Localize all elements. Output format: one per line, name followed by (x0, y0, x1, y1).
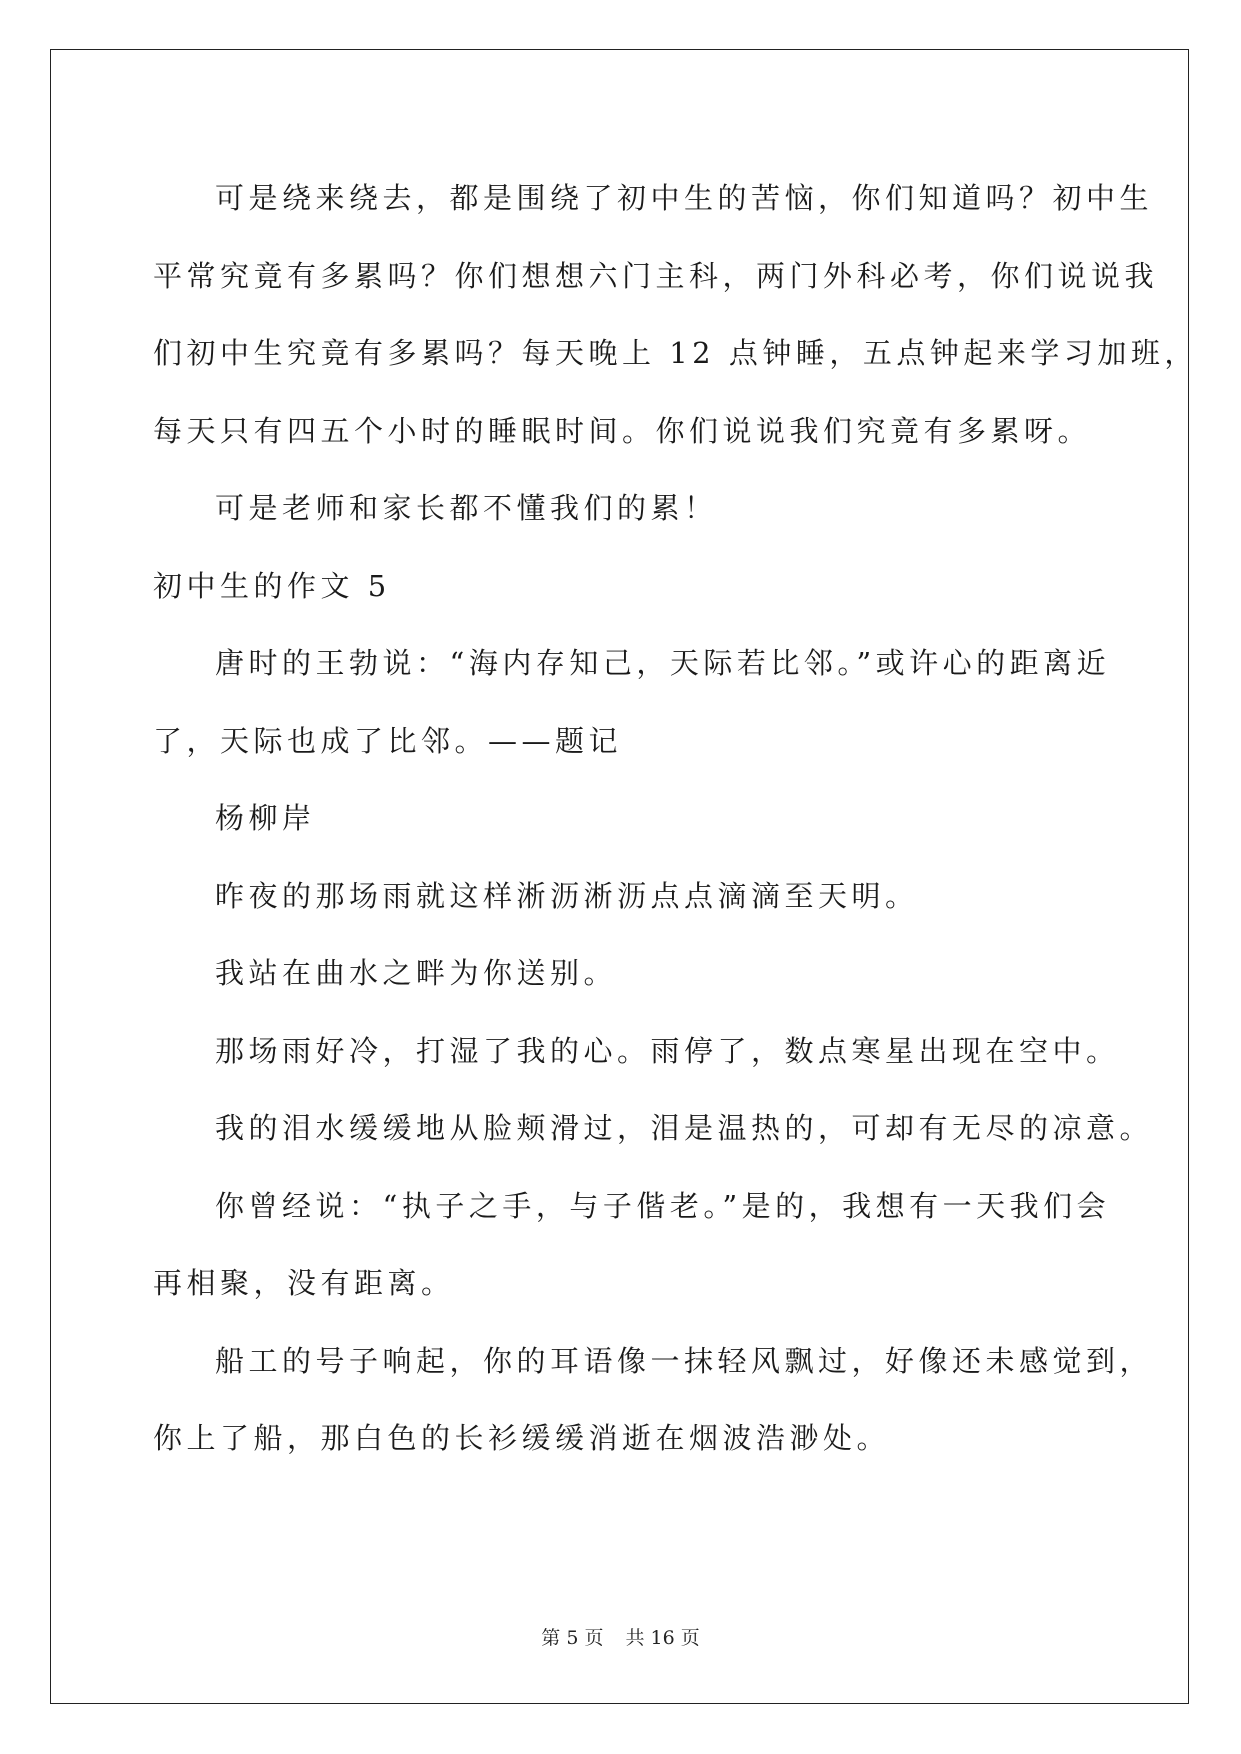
text-line: 昨夜的那场雨就这样淅沥淅沥点点滴滴至天明。 (215, 878, 919, 913)
text-line: 每天只有四五个小时的睡眠时间。你们说说我们究竟有多累呀。 (153, 413, 1092, 448)
text-line: 可是绕来绕去，都是围绕了初中生的苦恼，你们知道吗？初中生 (215, 181, 1154, 215)
text-line: 再相聚，没有距离。 (153, 1266, 455, 1300)
page-number-current: 第 5 页 (541, 1627, 604, 1649)
text-line: 平常究竟有多累吗？你们想想六门主科，两门外科必考，你们说说我 (153, 258, 1159, 293)
text-line: 你上了船，那白色的长衫缓缓消逝在烟波浩渺处。 (153, 1421, 891, 1455)
page-footer (0, 1623, 1241, 1650)
text-line: 杨柳岸 (215, 801, 316, 835)
text-line: 们初中生究竟有多累吗？每天晚上 12 点钟睡，五点钟起来学习加班， (153, 336, 1198, 370)
text-line: 我站在曲水之畔为你送别。 (215, 956, 618, 990)
text-line: 你曾经说：“执子之手，与子偕老。”是的，我想有一天我们会 (215, 1188, 1111, 1223)
page-number-total: 共 16 页 (625, 1627, 700, 1649)
text-line: 了，天际也成了比邻。——题记 (153, 723, 623, 758)
text-line: 唐时的王勃说：“海内存知己，天际若比邻。”或许心的距离近 (215, 646, 1111, 680)
document-body (153, 160, 1198, 1478)
text-line: 船工的号子响起，你的耳语像一抹轻风飘过，好像还未感觉到， (215, 1343, 1154, 1378)
text-line: 我的泪水缓缓地从脸颊滑过，泪是温热的，可却有无尽的凉意。 (215, 1111, 1154, 1145)
text-line: 初中生的作文 5 (153, 568, 391, 603)
text-line: 可是老师和家长都不懂我们的累！ (215, 491, 718, 525)
text-line: 那场雨好冷，打湿了我的心。雨停了，数点寒星出现在空中。 (215, 1033, 1120, 1068)
